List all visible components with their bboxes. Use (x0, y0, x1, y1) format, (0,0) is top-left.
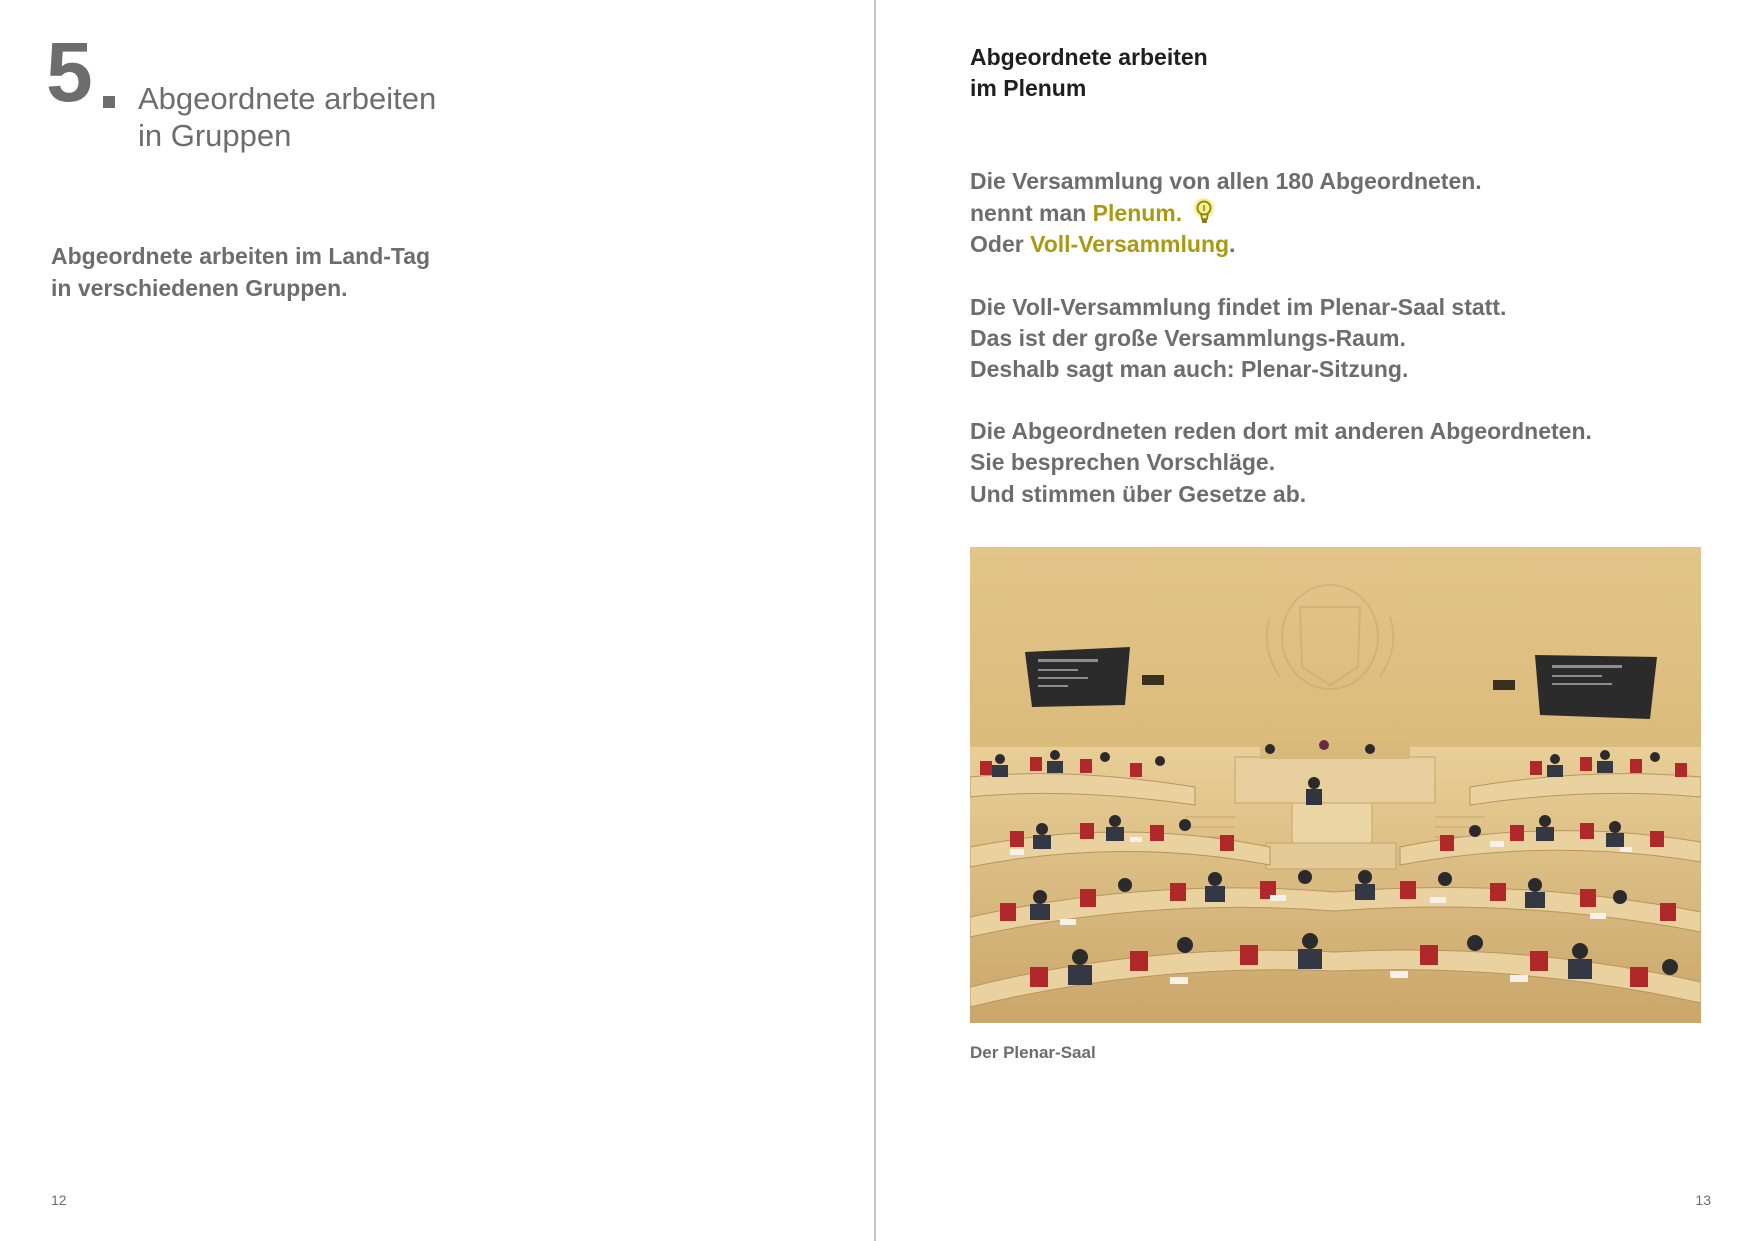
text-line: Deshalb sagt man auch: Plenar-Sitzung. (970, 356, 1409, 383)
text-line: Die Voll-Versammlung findet im Plenar-Saal statt. (970, 293, 1507, 320)
text-fragment: Oder (970, 231, 1031, 258)
chapter-title (138, 80, 436, 154)
section-title (970, 42, 1208, 104)
chapter-title-line-2: in Gruppen (138, 118, 292, 153)
lightbulb-icon[interactable] (1192, 197, 1218, 227)
paragraph-debate (970, 416, 1730, 510)
page-number-left: 12 (51, 1192, 67, 1208)
chapter-number-dot (103, 96, 115, 108)
section-title-line-2: im Plenum (970, 75, 1087, 101)
paragraph-plenar-saal (970, 292, 1730, 386)
chapter-title-line-1: Abgeordnete arbeiten (138, 81, 437, 116)
page-number-right: 13 (1695, 1192, 1711, 1208)
text-line: Die Versammlung von allen 180 Abgeordneten. (970, 168, 1482, 194)
text-fragment: nennt man (970, 200, 1093, 227)
glossary-term-plenum[interactable]: Plenum. (1092, 200, 1183, 227)
plenary-hall-photo (970, 547, 1701, 1023)
text-line (970, 197, 1730, 229)
section-title-line-1: Abgeordnete arbeiten (970, 44, 1208, 70)
text-line (970, 229, 1730, 260)
text-line: Das ist der große Versammlungs-Raum. (970, 324, 1406, 351)
text-line: Sie besprechen Vorschläge. (970, 449, 1276, 476)
chapter-intro-line-2: in verschiedenen Gruppen. (51, 275, 348, 301)
text-line: Und stimmen über Gesetze ab. (970, 480, 1307, 507)
photo-caption: Der Plenar-Saal (970, 1043, 1096, 1062)
body-text (970, 166, 1730, 541)
chapter-intro (51, 240, 430, 304)
paragraph-plenum-definition (970, 166, 1730, 261)
text-line: Die Abgeordneten reden dort mit anderen Abgeordneten. (970, 418, 1592, 445)
chapter-number: 5 (46, 25, 91, 119)
chapter-intro-line-1: Abgeordnete arbeiten im Land-Tag (51, 243, 431, 269)
glossary-term-voll-versammlung[interactable]: Voll-Versammlung (1030, 231, 1230, 258)
right-page (876, 0, 1755, 1241)
text-fragment: . (1229, 231, 1236, 258)
left-page (0, 0, 874, 1241)
